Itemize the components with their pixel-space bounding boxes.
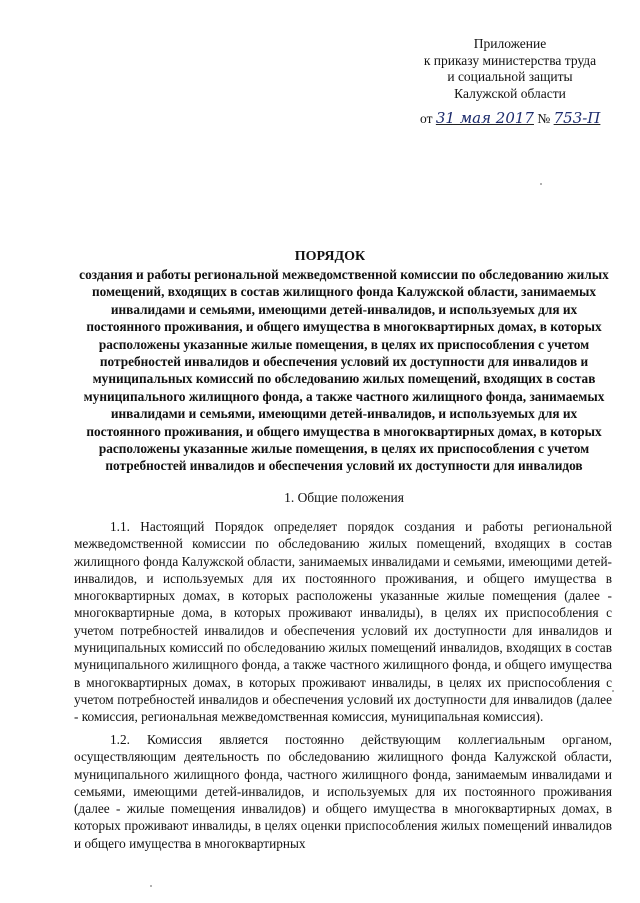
document-subtitle: создания и работы региональной межведомственной комиссии по обследованию жилых помещений, входящих в состав жилищного фонда Калужской области, занимаемых инвалидами и семьями, имеющими детей-инвалидов, и используемых для их постоянного проживания, и общего имущества в многоквартирных домах, в которых расположены указанные жилые помещения, в целях их приспособления с учетом потребностей инвалидов и обеспечения условий их доступности для инвалидов и муниципальных комиссий по обследованию жилых помещений, входящих в состав муниципального жилищного фонда, а также частного жилищного фонда, занимаемых инвалидами и семьями, имеющими детей-инвалидов, и используемых для их постоянного проживания, и общего имущества в многоквартирных домах, в которых расположены указанные жилые помещения, в целях их приспособления с учетом потребностей инвалидов и обеспечения условий их доступности для инвалидов (79, 267, 609, 474)
number-prefix: № (537, 111, 551, 126)
scan-speck (150, 885, 152, 887)
paragraph-1-2: 1.2. Комиссия является постоянно действующим коллегиальным органом, осуществляющим деятельность по обследованию жилищного фонда Калужской области, муниципального жилищного фонда, частного жилищного фонда, занимаемым инвалидами и семьями, имеющими детей-инвалидов, и используемых для их постоянного проживания (далее - жилые помещения инвалидов) и общего имущества в многоквартирных домах, в которых проживают инвалиды, в целях оценки приспособления жилых помещений инвалидов и общего имущества в многоквартирных (74, 732, 612, 851)
appendix-block (420, 36, 600, 102)
handwritten-date: 31 мая 2017 (435, 109, 534, 127)
order-reference (420, 110, 620, 127)
appendix-line: к приказу министерства труда (423, 52, 597, 68)
paragraph-1-1: 1.1. Настоящий Порядок определяет порядок создания и работы региональной межведомственной комиссии по обследованию жилых помещений, входящих в состав жилищного фонда Калужской области, занимаемых инвалидами и семьями, имеющими детей-инвалидов, и используемых для их постоянного проживания, и общего имущества в многоквартирных домах, в которых расположены указанные жилые помещения (далее - многоквартирные дома, в которых проживают инвалиды), в целях их приспособления с учетом потребностей инвалидов и обеспечения условий их доступности для инвалидов и муниципальных комиссий по обследованию жилых помещений инвалидов, входящих в состав муниципального жилищного фонда, а также частного жилищного фонда, и общего имущества в многоквартирных домах, в которых проживают инвалиды, в целях их приспособления с учетом потребностей инвалидов и обеспечения условий их доступности для инвалидов (далее - комиссия, региональная межведомственная комиссия, муниципальная комиссия). (74, 519, 612, 725)
handwritten-number: 753-П (553, 109, 601, 127)
section-heading: 1. Общие положения (284, 490, 404, 505)
document-title: ПОРЯДОК (294, 249, 366, 264)
scan-speck (612, 690, 614, 692)
appendix-line: и социальной защиты (447, 69, 573, 84)
appendix-line: Приложение (473, 36, 547, 51)
date-prefix: от (420, 111, 433, 126)
scan-speck (540, 183, 542, 185)
appendix-line: Калужской области (454, 85, 566, 101)
